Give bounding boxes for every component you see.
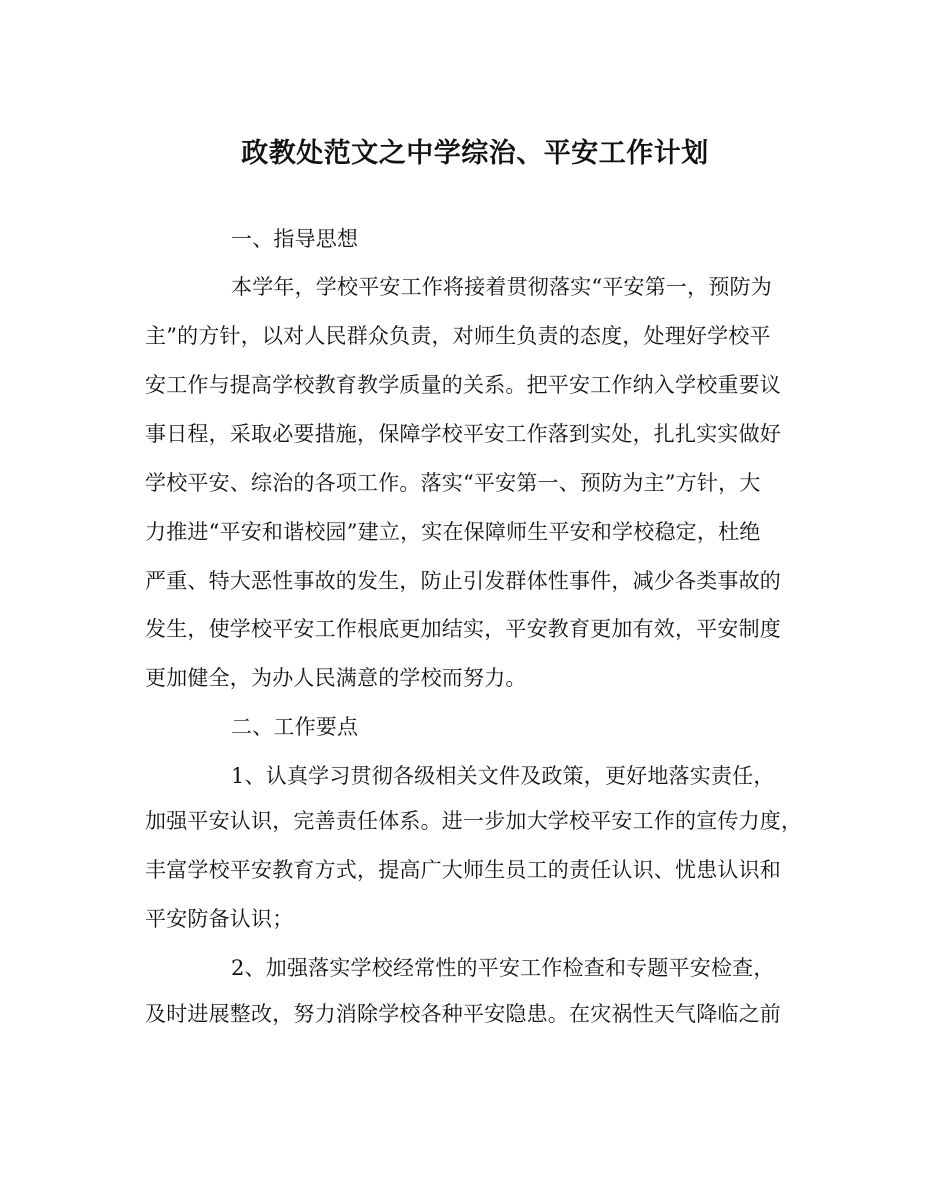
paragraph-line: 加强平安认识，完善责任体系。进一步加大学校平安工作的宣传力度，: [145, 809, 803, 833]
paragraph-line: 1、认真学习贯彻各级相关文件及政策，更好地落实责任，: [231, 764, 775, 788]
paragraph-line: 本学年，学校平安工作将接着贯彻落实“平安第一，预防为: [231, 275, 772, 299]
paragraph-line: 平安防备认识；: [145, 907, 294, 931]
section-heading-work-points: 二、工作要点: [231, 715, 359, 739]
paragraph-line: 严重、特大恶性事故的发生，防止引发群体性事件，减少各类事故的: [145, 569, 781, 593]
paragraph-line: 及时进展整改，努力消除学校各种平安隐患。在灾祸性天气降临之前: [145, 1002, 781, 1026]
section-heading-guiding-thought: 一、指导思想: [231, 227, 359, 251]
paragraph-line: 安工作与提高学校教育教学质量的关系。把平安工作纳入学校重要议: [145, 373, 781, 397]
paragraph-line: 更加健全，为办人民满意的学校而努力。: [145, 666, 527, 690]
paragraph-line: 事日程，采取必要措施，保障学校平安工作落到实处，扎扎实实做好: [145, 422, 781, 446]
paragraph-line: 发生，使学校平安工作根底更加结实，平安教育更加有效，平安制度: [145, 617, 781, 641]
paragraph-line: 2、加强落实学校经常性的平安工作检查和专题平安检查，: [231, 956, 775, 980]
paragraph-line: 主”的方针，以对人民群众负责，对师生负责的态度，处理好学校平: [145, 324, 771, 348]
paragraph-line: 力推进“平安和谐校园”建立，实在保障师生平安和学校稳定，杜绝: [145, 520, 761, 544]
paragraph-line: 丰富学校平安教育方式，提高广大师生员工的责任认识、忧患认识和: [145, 858, 781, 882]
paragraph-line: 学校平安、综治的各项工作。落实“平安第一、预防为主”方针，大: [145, 471, 761, 495]
document-title: 政教处范文之中学综治、平安工作计划: [241, 138, 709, 169]
